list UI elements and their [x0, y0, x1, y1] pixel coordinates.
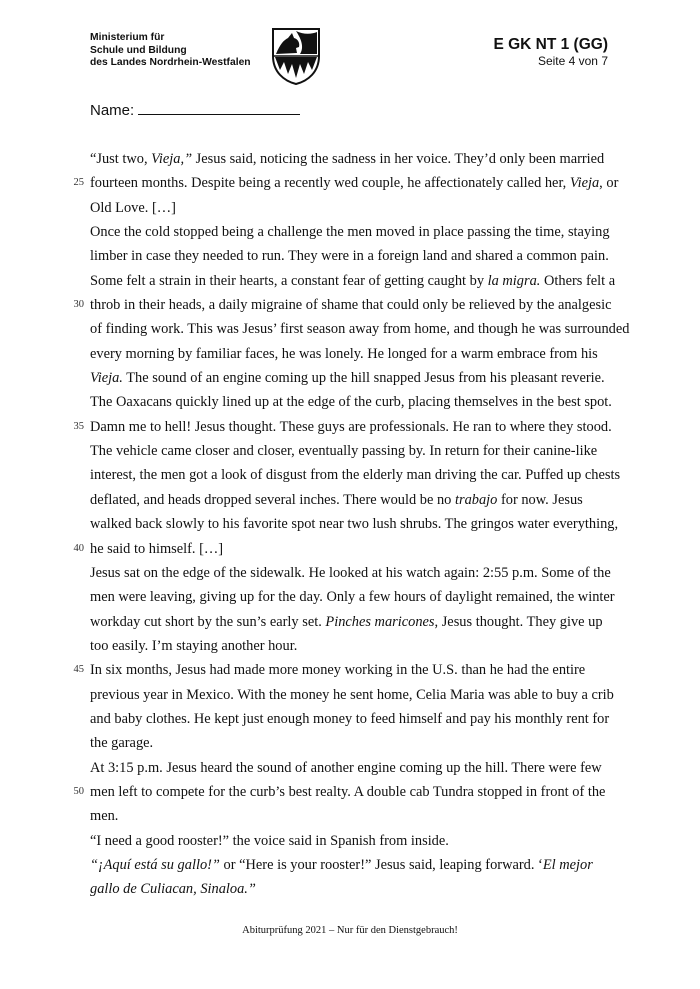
text-line [90, 585, 615, 609]
ministry-name [90, 32, 251, 70]
text-line [90, 731, 615, 755]
line-number: 30 [73, 299, 84, 311]
line-text: At 3:15 p.m. Jesus heard the sound of another engine coming up the hill. There were few [90, 759, 602, 776]
text-line [73, 658, 615, 682]
text-line [90, 196, 615, 220]
page-info: Seite 4 von 7 [537, 54, 608, 68]
line-text: , Jesus thought. They give up [434, 613, 603, 630]
text-line [90, 610, 615, 634]
ministry-line-1: Ministerium für [90, 32, 165, 43]
italic-text: “¡Aquí está su gallo!” [90, 856, 220, 873]
text-line [90, 463, 621, 487]
line-text: Jesus said, noticing the sadness in her voice. They’d only been married [192, 151, 605, 167]
line-number: 25 [73, 177, 84, 189]
ministry-line-3: des Landes Nordrhein-Westfalen [90, 57, 251, 68]
line-number: 35 [73, 420, 84, 432]
line-text: walked back slowly to his favorite spot near two lush shrubs. The gringos water everything, [90, 516, 619, 533]
line-text: he said to himself. […] [90, 540, 224, 557]
line-text: too easily. I’m staying another hour. [90, 637, 298, 654]
text-line [90, 512, 619, 536]
line-text: throb in their heads, a daily migraine of shame that could only be relieved by the analgesic [90, 297, 612, 314]
text-line [90, 220, 615, 244]
name-blank-line [138, 100, 300, 115]
text-line [90, 390, 615, 414]
line-text: “I need a good rooster!” the voice said in Spanish from inside. [90, 832, 449, 849]
ministry-line-2: Schule und Bildung [90, 44, 187, 56]
line-text: The sound of an engine coming up the hill snapped Jesus from his pleasant reverie. [122, 370, 605, 387]
line-text: men were leaving, giving up for the day. Only a few hours of daylight remained, the winter [90, 589, 615, 606]
text-line [90, 683, 615, 707]
text-line [90, 877, 615, 901]
italic-text: El mejor [542, 856, 593, 873]
text-line [90, 804, 615, 828]
text-line [90, 707, 615, 731]
line-text: “Just two, [90, 151, 152, 167]
text-line [90, 147, 615, 171]
name-field [90, 100, 300, 119]
line-text: previous year in Mexico. With the money he sent home, Celia Maria was able to buy a crib [90, 686, 614, 703]
line-number: 45 [73, 664, 84, 676]
text-body [73, 147, 630, 902]
name-label: Name: [90, 102, 135, 119]
line-number: 50 [73, 785, 84, 797]
line-text: , or [599, 175, 619, 192]
line-text: The vehicle came closer and closer, eventually passing by. In return for their canine-like [90, 443, 598, 460]
line-text: or “Here is your rooster!” Jesus said, leaping forward. ‘ [219, 856, 543, 873]
line-text: men left to compete for the curb’s best realty. A double cab Tundra stopped in front of the [90, 783, 606, 800]
line-text: men. [90, 808, 119, 825]
line-text: Others felt a [540, 272, 616, 289]
text-line [73, 780, 615, 804]
exam-code: E GK NT 1 (GG) [493, 36, 608, 53]
line-text: Some felt a strain in their hearts, a constant fear of getting caught by [90, 272, 488, 289]
line-text: The Oaxacans quickly lined up at the edge of the curb, placing themselves in the best spot. [90, 394, 612, 411]
text-line [90, 561, 615, 585]
line-text: Old Love. […] [90, 199, 176, 216]
footer-note: Abiturprüfung 2021 – Nur für den Dienstgebrauch! [242, 925, 458, 936]
line-text: Once the cold stopped being a challenge the men moved in place passing the time, staying [90, 224, 610, 241]
line-text: deflated, and heads dropped several inches. There would be no [90, 491, 455, 508]
text-line [90, 342, 615, 366]
line-text: every morning by familiar faces, he was lonely. He longed for a warm embrace from his [90, 345, 598, 362]
line-text: the garage. [90, 735, 154, 752]
text-line [90, 269, 615, 293]
text-line [90, 853, 615, 877]
nrw-crest-icon [270, 26, 322, 86]
line-text: In six months, Jesus had made more money working in the U.S. than he had the entire [90, 662, 586, 679]
line-text: limber in case they needed to run. They were in a foreign land and shared a common pain. [90, 248, 609, 265]
text-line [73, 293, 615, 317]
text-line [73, 415, 615, 439]
text-line [90, 829, 615, 853]
text-line [90, 317, 630, 341]
italic-text: Pinches maricones [325, 613, 435, 630]
text-line [90, 488, 615, 512]
italic-text: gallo de Culiacan, Sinaloa.” [90, 881, 256, 898]
text-line [73, 537, 615, 561]
line-text: workday cut short by the sun’s early set. [90, 613, 326, 630]
line-number: 40 [73, 542, 84, 554]
text-line [90, 439, 615, 463]
line-text: for now. Jesus [497, 491, 583, 508]
line-text: fourteen months. Despite being a recently wed couple, he affectionately called her, [90, 175, 570, 192]
line-text: Damn me to hell! Jesus thought. These guys are professionals. He ran to where they stood. [90, 418, 612, 435]
text-line [90, 634, 615, 658]
text-line [73, 171, 619, 195]
italic-text: Vieja [569, 175, 600, 192]
line-text: interest, the men got a look of disgust from the elderly man driving the car. Puffed up chests [90, 467, 621, 484]
italic-text: trabajo [454, 491, 498, 508]
text-line [90, 756, 615, 780]
italic-text: Vieja,” [151, 151, 193, 167]
italic-text: la migra. [487, 272, 541, 289]
italic-text: Vieja. [90, 370, 123, 387]
text-line [90, 244, 615, 268]
line-text: and baby clothes. He kept just enough money to feed himself and pay his monthly rent for [90, 710, 610, 727]
line-text: of finding work. This was Jesus’ first season away from home, and though he was surrounded [90, 321, 630, 338]
text-line [90, 366, 615, 390]
line-text: Jesus sat on the edge of the sidewalk. He looked at his watch again: 2:55 p.m. Some of the [90, 564, 611, 581]
